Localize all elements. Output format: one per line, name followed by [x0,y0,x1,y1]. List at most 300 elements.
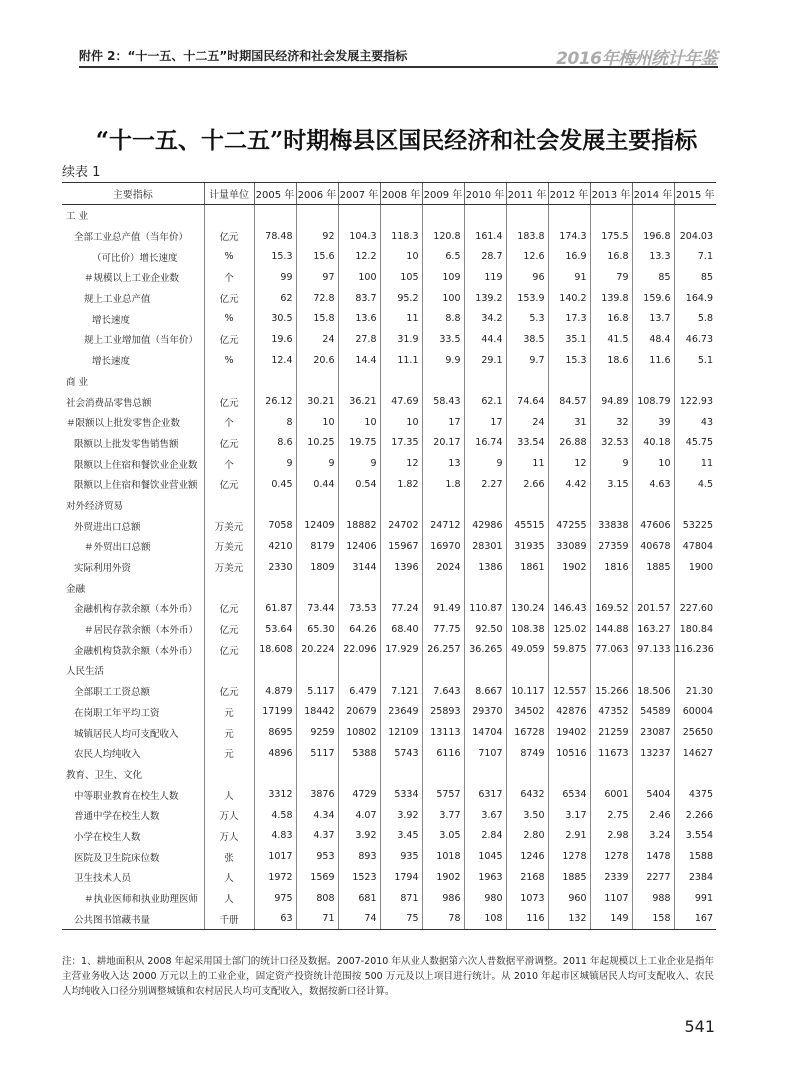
table-row [62,350,716,371]
value-cell [464,764,506,785]
value-cell: 11673 [590,743,632,764]
table-row [62,619,716,640]
value-cell: 2168 [506,867,548,888]
value-cell: 3.45 [380,826,422,847]
value-cell: 1073 [506,888,548,909]
value-cell: 13.3 [632,246,674,267]
indicator-label: 普通中学在校生人数 [74,811,160,823]
value-cell: 6.5 [422,246,464,267]
column-header: 2012 年 [548,183,590,205]
value-cell [506,495,548,516]
value-cell: 5388 [338,743,380,764]
value-cell: 42986 [464,515,506,536]
value-cell: 0.44 [296,474,338,495]
value-cell [590,764,632,785]
value-cell: 74.64 [506,391,548,412]
value-cell: 95.2 [380,288,422,309]
page-title: “十一五、十二五”时期梅县区国民经济和社会发展主要指标 [95,127,698,154]
value-cell: 5404 [632,784,674,805]
page-number: 541 [684,1017,715,1036]
unit-cell: 元 [204,743,254,764]
value-cell: 105 [380,267,422,288]
value-cell: 9 [464,453,506,474]
value-cell: 6116 [422,743,464,764]
indicator-label: ＃执业医师和执业助理医师 [84,894,199,906]
value-cell: 53225 [674,515,716,536]
indicator-label: 社会消费品零售总额 [66,397,152,409]
indicator-label: 医院及卫生院床位数 [74,852,160,864]
value-cell [674,371,716,392]
value-cell: 4.879 [254,681,296,702]
table-row [62,846,716,867]
value-cell [338,660,380,681]
value-cell: 49.059 [506,639,548,660]
value-cell [548,205,590,226]
value-cell: 21.30 [674,681,716,702]
value-cell: 78.48 [254,226,296,247]
value-cell: 62.1 [464,391,506,412]
value-cell: 6.479 [338,681,380,702]
value-cell [338,577,380,598]
indicator-label: ＃居民存款余额（本外币） [84,625,199,637]
value-cell: 5.8 [674,308,716,329]
value-cell: 2.91 [548,826,590,847]
indicator-label: ＃限额以上批发零售企业数 [66,418,181,430]
indicator-label: 限额以上批发零售销售额 [74,438,179,450]
table-row [62,805,716,826]
value-cell: 4.83 [254,826,296,847]
value-cell: 1900 [674,557,716,578]
value-cell: 23649 [380,702,422,723]
value-cell: 100 [422,288,464,309]
value-cell [380,764,422,785]
value-cell: 94.89 [590,391,632,412]
table-row [62,784,716,805]
value-cell: 22.096 [338,639,380,660]
value-cell: 108.79 [632,391,674,412]
value-cell [674,660,716,681]
value-cell: 18.6 [590,350,632,371]
value-cell: 4.34 [296,805,338,826]
value-cell: 91.49 [422,598,464,619]
value-cell [548,764,590,785]
unit-cell: % [204,308,254,329]
value-cell [506,371,548,392]
value-cell [590,371,632,392]
value-cell: 227.60 [674,598,716,619]
value-cell: 118.3 [380,226,422,247]
value-cell: 27.8 [338,329,380,350]
value-cell [380,660,422,681]
unit-cell: 张 [204,846,254,867]
yearbook-logo: 2016年梅州统计年鉴 [556,49,717,69]
value-cell: 75 [380,908,422,929]
indicator-label: 金融机构贷款余额（本外币） [74,645,198,657]
value-cell: 10 [632,453,674,474]
value-cell: 2024 [422,557,464,578]
value-cell: 681 [338,888,380,909]
table-row [62,267,716,288]
value-cell: 153.9 [506,288,548,309]
value-cell: 1278 [548,846,590,867]
value-cell: 64.26 [338,619,380,640]
value-cell: 16.9 [548,246,590,267]
value-cell: 12 [380,453,422,474]
value-cell [674,577,716,598]
value-cell: 14704 [464,722,506,743]
indicator-label: 外贸进出口总额 [74,521,141,533]
value-cell: 4.63 [632,474,674,495]
value-cell: 15.266 [590,681,632,702]
table-body [62,205,716,930]
value-cell: 31935 [506,536,548,557]
value-cell: 19.75 [338,433,380,454]
value-cell: 8 [254,412,296,433]
value-cell: 11 [674,453,716,474]
value-cell [632,371,674,392]
value-cell: 35.1 [548,329,590,350]
indicator-label: 增长速度 [92,356,131,368]
value-cell: 33838 [590,515,632,536]
value-cell: 61.87 [254,598,296,619]
value-cell: 6534 [548,784,590,805]
value-cell: 18882 [338,515,380,536]
value-cell [548,371,590,392]
value-cell: 119 [464,267,506,288]
value-cell: 45515 [506,515,548,536]
value-cell: 15.3 [548,350,590,371]
unit-cell: 亿元 [204,474,254,495]
value-cell: 9.7 [506,350,548,371]
indicator-label: 在岗职工年平均工资 [74,707,160,719]
unit-cell: 个 [204,267,254,288]
value-cell: 7.1 [674,246,716,267]
indicator-label: 中等职业教育在校生人数 [74,790,179,802]
value-cell [632,764,674,785]
value-cell [506,660,548,681]
value-cell: 24 [506,412,548,433]
table-row [62,536,716,557]
value-cell [590,495,632,516]
value-cell: 1588 [674,846,716,867]
value-cell: 2330 [254,557,296,578]
value-cell: 17.3 [548,308,590,329]
value-cell: 12.6 [506,246,548,267]
column-header: 2014 年 [632,183,674,205]
value-cell: 45.75 [674,433,716,454]
unit-cell: 人 [204,888,254,909]
indicator-label: 城镇居民人均可支配收入 [74,728,179,740]
value-cell: 132 [548,908,590,929]
value-cell: 5117 [296,743,338,764]
value-cell [296,205,338,226]
value-cell: 5743 [380,743,422,764]
unit-cell [204,577,254,598]
value-cell [422,205,464,226]
value-cell: 99 [254,267,296,288]
value-cell: 146.43 [548,598,590,619]
value-cell: 4.07 [338,805,380,826]
value-cell: 12109 [380,722,422,743]
value-cell: 100 [338,267,380,288]
value-cell: 24 [296,329,338,350]
value-cell: 74 [338,908,380,929]
value-cell [296,577,338,598]
value-cell: 25893 [422,702,464,723]
value-cell: 8695 [254,722,296,743]
value-cell: 2.27 [464,474,506,495]
value-cell: 65.30 [296,619,338,640]
value-cell: 47352 [590,702,632,723]
value-cell [380,371,422,392]
table-row [62,888,716,909]
value-cell: 29.1 [464,350,506,371]
value-cell: 11.6 [632,350,674,371]
value-cell: 109 [422,267,464,288]
indicator-label: 规上工业增加值（当年价） [84,335,199,347]
value-cell: 201.57 [632,598,674,619]
unit-cell: 人 [204,784,254,805]
value-cell: 1478 [632,846,674,867]
value-cell: 21259 [590,722,632,743]
value-cell: 0.45 [254,474,296,495]
value-cell: 40678 [632,536,674,557]
value-cell: 0.54 [338,474,380,495]
table-row [62,598,716,619]
value-cell [296,495,338,516]
value-cell: 85 [674,267,716,288]
value-cell: 5.3 [506,308,548,329]
value-cell: 164.9 [674,288,716,309]
column-header: 主要指标 [62,183,204,205]
value-cell: 991 [674,888,716,909]
value-cell: 2.266 [674,805,716,826]
value-cell: 4.5 [674,474,716,495]
value-cell: 71 [296,908,338,929]
value-cell: 1278 [590,846,632,867]
value-cell [464,577,506,598]
value-cell [296,660,338,681]
value-cell: 15.3 [254,246,296,267]
value-cell: 5.117 [296,681,338,702]
value-cell: 8.6 [254,433,296,454]
value-cell: 11.1 [380,350,422,371]
value-cell [632,660,674,681]
value-cell: 20.6 [296,350,338,371]
value-cell: 988 [632,888,674,909]
indicator-label: （可比价）增长速度 [92,252,178,264]
value-cell: 139.8 [590,288,632,309]
indicator-label: 工 业 [66,211,89,223]
table-row [62,371,716,392]
value-cell: 25650 [674,722,716,743]
column-header: 2009 年 [422,183,464,205]
value-cell: 17.35 [380,433,422,454]
value-cell: 10 [338,412,380,433]
value-cell: 13.6 [338,308,380,329]
value-cell: 24702 [380,515,422,536]
value-cell: 808 [296,888,338,909]
indicator-label: 限额以上住宿和餐饮业企业数 [74,459,198,471]
value-cell: 953 [296,846,338,867]
value-cell [254,577,296,598]
value-cell: 16970 [422,536,464,557]
value-cell [590,205,632,226]
value-cell: 5334 [380,784,422,805]
value-cell: 3876 [296,784,338,805]
value-cell [254,495,296,516]
value-cell: 8749 [506,743,548,764]
value-cell: 6317 [464,784,506,805]
value-cell: 20.224 [296,639,338,660]
table-header-row [62,183,716,205]
indicator-label: 公共图书馆藏书量 [74,914,151,926]
value-cell: 4896 [254,743,296,764]
value-cell: 1246 [506,846,548,867]
unit-cell: 亿元 [204,681,254,702]
table-row [62,722,716,743]
value-cell: 871 [380,888,422,909]
value-cell: 16.74 [464,433,506,454]
table-row [62,515,716,536]
value-cell: 34.2 [464,308,506,329]
value-cell: 9 [590,453,632,474]
value-cell: 41.5 [590,329,632,350]
table-row [62,764,716,785]
value-cell [548,495,590,516]
value-cell [674,764,716,785]
value-cell: 13113 [422,722,464,743]
value-cell [422,660,464,681]
unit-cell: 亿元 [204,391,254,412]
value-cell: 11 [380,308,422,329]
table-row [62,246,716,267]
value-cell: 4.42 [548,474,590,495]
value-cell: 13 [422,453,464,474]
value-cell: 183.8 [506,226,548,247]
value-cell: 27359 [590,536,632,557]
table-row [62,743,716,764]
value-cell: 43 [674,412,716,433]
value-cell: 2.66 [506,474,548,495]
unit-cell: 元 [204,702,254,723]
value-cell [506,205,548,226]
value-cell: 24712 [422,515,464,536]
value-cell: 1972 [254,867,296,888]
unit-cell: % [204,246,254,267]
unit-cell: % [204,350,254,371]
value-cell: 40.18 [632,433,674,454]
value-cell: 4729 [338,784,380,805]
unit-cell: 亿元 [204,598,254,619]
value-cell: 36.265 [464,639,506,660]
unit-cell: 万美元 [204,557,254,578]
value-cell: 180.84 [674,619,716,640]
value-cell: 30.5 [254,308,296,329]
value-cell: 78 [422,908,464,929]
value-cell: 16728 [506,722,548,743]
value-cell: 17 [422,412,464,433]
indicator-label: 增长速度 [92,314,131,326]
table-row [62,474,716,495]
footnote: 注：1、耕地面积从 2008 年起采用国土部门的统计口径及数据。2007-2010 年从业人数据第六次人普数据平滑调整。2011 年起规模以上工业企业是指年主营业务收入达 2000 万元以上的工业企业，固定资产投资统计范围按 500 万元及以上项目进行统计。从 2010 年起市区城镇居民人均可支配收入、农民人均纯收入口径分别调整城镇和农村居民人均可支配收入，数据按新口径计算。 [62,956,714,997]
page-header [0,0,793,73]
unit-cell [204,205,254,226]
value-cell: 175.5 [590,226,632,247]
value-cell: 17199 [254,702,296,723]
value-cell: 149 [590,908,632,929]
value-cell: 104.3 [338,226,380,247]
value-cell: 1386 [464,557,506,578]
indicator-label: ＃规模以上工业企业数 [84,273,180,285]
value-cell: 4.58 [254,805,296,826]
value-cell: 15.6 [296,246,338,267]
table-row [62,495,716,516]
unit-cell [204,660,254,681]
value-cell [464,371,506,392]
value-cell [632,577,674,598]
value-cell: 15967 [380,536,422,557]
value-cell: 139.2 [464,288,506,309]
value-cell: 92.50 [464,619,506,640]
unit-cell: 千册 [204,908,254,929]
value-cell: 122.93 [674,391,716,412]
value-cell: 7107 [464,743,506,764]
unit-cell: 亿元 [204,288,254,309]
value-cell [338,764,380,785]
value-cell [590,577,632,598]
unit-cell: 亿元 [204,329,254,350]
value-cell: 4.37 [296,826,338,847]
value-cell: 2.75 [590,805,632,826]
column-header: 计量单位 [204,183,254,205]
unit-cell: 亿元 [204,433,254,454]
value-cell: 2339 [590,867,632,888]
value-cell: 2.46 [632,805,674,826]
value-cell: 47255 [548,515,590,536]
value-cell: 31 [548,412,590,433]
unit-cell: 个 [204,453,254,474]
indicators-table [62,182,716,930]
value-cell: 167 [674,908,716,929]
value-cell: 116.236 [674,639,716,660]
value-cell: 3144 [338,557,380,578]
value-cell [548,577,590,598]
value-cell: 17 [464,412,506,433]
indicator-label: 金融机构存款余额（本外币） [74,604,198,616]
value-cell: 14.4 [338,350,380,371]
value-cell [674,495,716,516]
unit-cell: 万人 [204,805,254,826]
indicator-label: 小学在校生人数 [74,831,141,843]
value-cell: 12406 [338,536,380,557]
value-cell [674,205,716,226]
value-cell [590,660,632,681]
value-cell: 3.77 [422,805,464,826]
unit-cell: 亿元 [204,639,254,660]
table-row [62,329,716,350]
value-cell: 92 [296,226,338,247]
column-header: 2005 年 [254,183,296,205]
value-cell: 97 [296,267,338,288]
value-cell: 77.75 [422,619,464,640]
value-cell [464,495,506,516]
value-cell [422,371,464,392]
value-cell: 1396 [380,557,422,578]
table-row [62,205,716,226]
value-cell: 1523 [338,867,380,888]
value-cell [380,205,422,226]
